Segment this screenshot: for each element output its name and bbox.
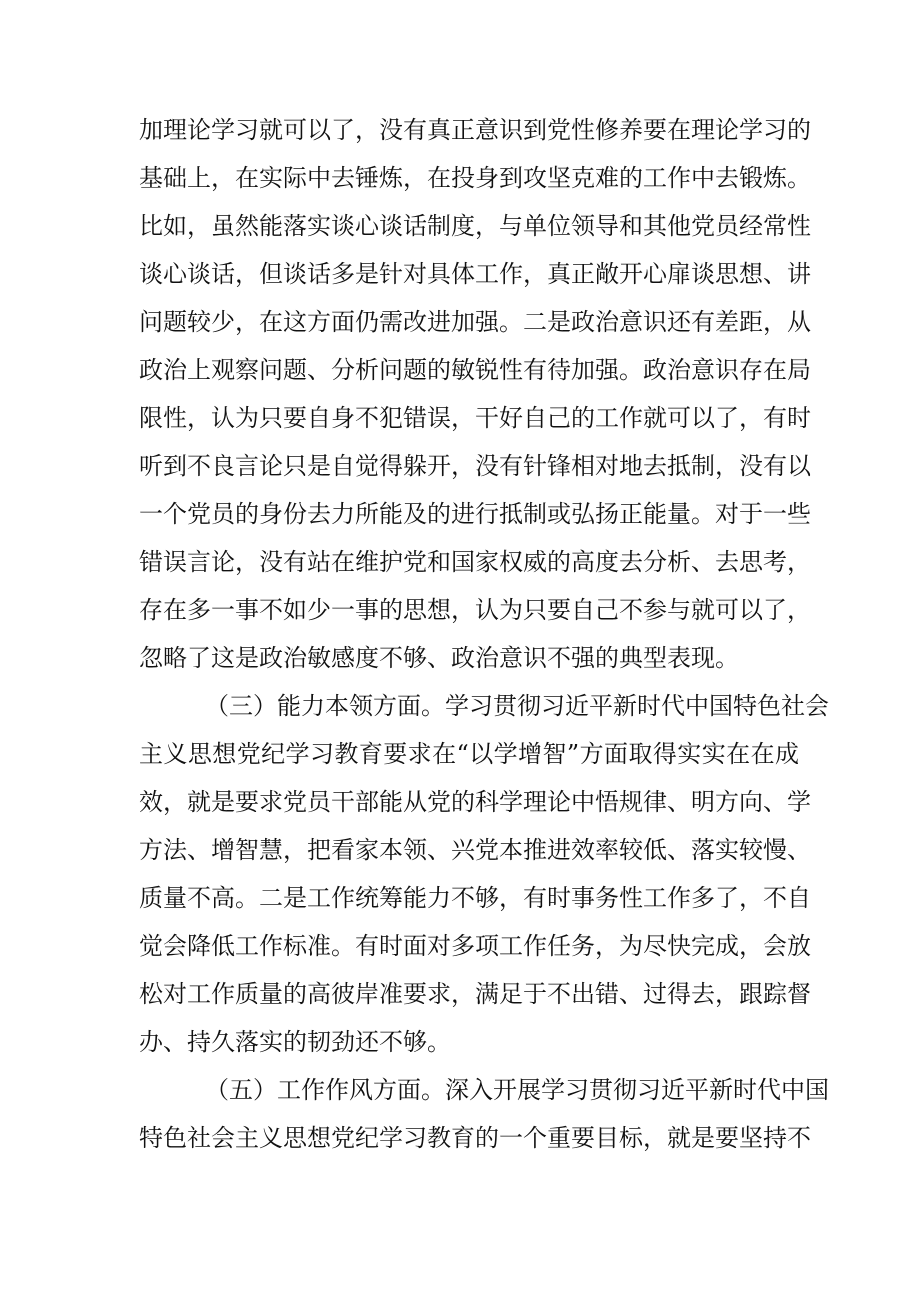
text-line: 基础上，在实际中去锤炼，在投身到攻坚克难的工作中去锻炼。 xyxy=(139,164,811,192)
text-line: 主义思想党纪学习教育要求在“以学增智”方面取得实实在在成 xyxy=(139,740,799,768)
text-line: 松对工作质量的高彼岸准要求，满足于不出错、过得去，跟踪督 xyxy=(139,980,811,1008)
text-line: 错误言论，没有站在维护党和国家权威的高度去分析、去思考， xyxy=(139,548,811,576)
text-line: 问题较少，在这方面仍需改进加强。二是政治意识还有差距，从 xyxy=(139,308,811,336)
text-line: 加理论学习就可以了，没有真正意识到党性修养要在理论学习的 xyxy=(139,116,811,144)
text-line: 忽略了这是政治敏感度不够、政治意识不强的典型表现。 xyxy=(139,644,739,672)
section-heading-line: （三）能力本领方面。学习贯彻习近平新时代中国特色社会 xyxy=(205,692,829,720)
text-line: 质量不高。二是工作统筹能力不够，有时事务性工作多了，不自 xyxy=(139,884,811,912)
text-line: 限性，认为只要自身不犯错误，干好自己的工作就可以了，有时 xyxy=(139,404,811,432)
section-heading-line: （五）工作作风方面。深入开展学习贯彻习近平新时代中国 xyxy=(205,1076,829,1104)
text-line: 存在多一事不如少一事的思想，认为只要自己不参与就可以了， xyxy=(139,596,811,624)
text-line: 方法、增智慧，把看家本领、兴党本推进效率较低、落实较慢、 xyxy=(139,836,811,864)
text-line: 觉会降低工作标准。有时面对多项工作任务，为尽快完成，会放 xyxy=(139,932,811,960)
text-line: 办、持久落实的韧劲还不够。 xyxy=(139,1028,451,1056)
text-line: 听到不良言论只是自觉得躲开，没有针锋相对地去抵制，没有以 xyxy=(139,452,811,480)
text-line: 政治上观察问题、分析问题的敏锐性有待加强。政治意识存在局 xyxy=(139,356,811,384)
text-line: 一个党员的身份去力所能及的进行抵制或弘扬正能量。对于一些 xyxy=(139,500,811,528)
text-line: 效，就是要求党员干部能从党的科学理论中悟规律、明方向、学 xyxy=(139,788,811,816)
text-line: 特色社会主义思想党纪学习教育的一个重要目标，就是要坚持不 xyxy=(139,1124,811,1152)
text-line: 比如，虽然能落实谈心谈话制度，与单位领导和其他党员经常性 xyxy=(139,212,811,240)
text-line: 谈心谈话，但谈话多是针对具体工作，真正敞开心扉谈思想、讲 xyxy=(139,260,811,288)
